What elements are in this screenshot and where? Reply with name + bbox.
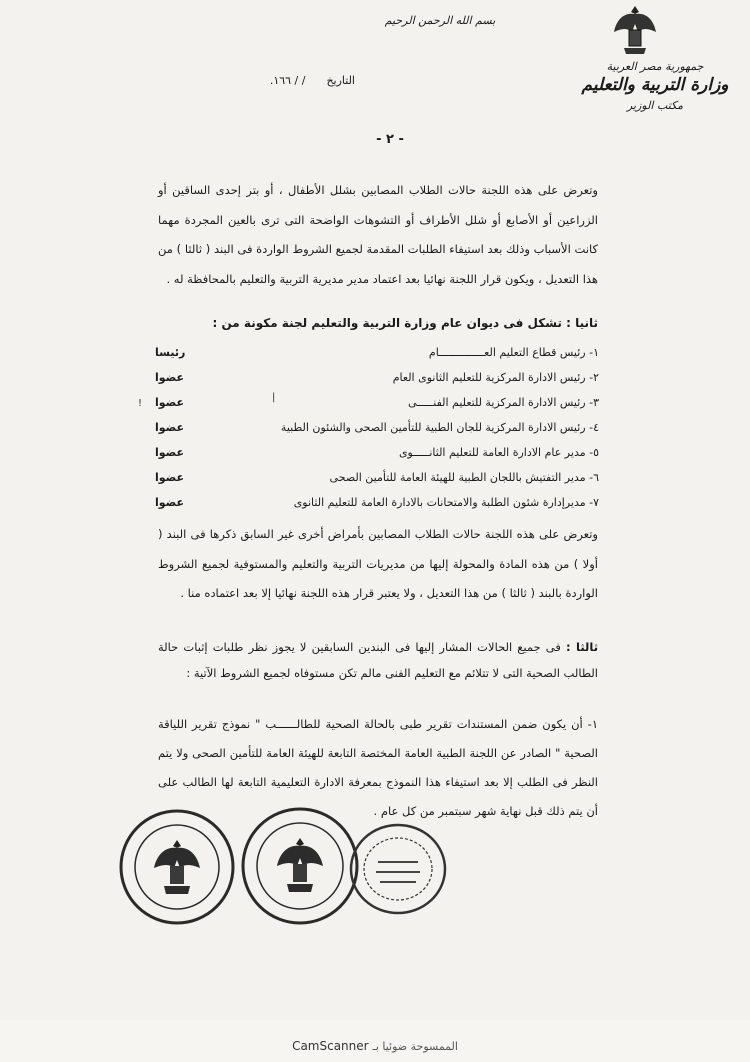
country-name: جمهورية مصر العربية [606,60,704,73]
scanned-with-label: الممسوحة ضوئيا بـ [372,1039,458,1053]
section3-heading: ثالثا : [565,640,599,654]
list-item [155,365,599,390]
committee-members-list [155,340,599,515]
margin-mark: | [272,392,276,403]
office-name: مكتب الوزير [626,99,684,112]
ministry-name: وزارة التربية والتعليم [581,75,729,95]
list-item [155,415,599,440]
official-seal-icon [240,806,360,926]
list-item [155,490,599,515]
member-title: ٣- رئيس الادارة المركزية للتعليم الفنـــــى [407,396,599,409]
section3-intro-text: فى جميع الحالات المشار إليها فى البندين السابقين لا يجوز نظر طلبات إثبات حالة الطالب الصحية التى لا تتلائم مع التعليم الفنى مالم تكن مستوفاه لجميع الشروط الآتية : [158,640,598,680]
member-role: عضوا [155,421,185,434]
basmala: بسم الله الرحمن الرحيم [384,14,496,27]
section2-heading: ثانيا : تشكل فى ديوان عام وزارة التربية والتعليم لجنة مكونة من : [212,316,598,330]
list-item [155,390,599,415]
member-role: عضوا [155,471,185,484]
member-title: ٦- مدير التفتيش باللجان الطبية للهيئة العامة للتأمين الصحى [329,471,599,484]
ministry-header [570,60,740,112]
section3-intro [158,634,598,686]
member-title: ٢- رئيس الادارة المركزية للتعليم الثانوى العام [392,371,599,384]
scanner-footer [0,1030,750,1062]
condition-1: ١- أن يكون ضمن المستندات تقرير طبى بالحالة الصحية للطالــــــب " نموذج تقرير اللياقة الصحية " الصادر عن اللجنة الطبية العامة المختصة التابعة للهيئة العامة للتأمين الصحى ولا يتم النظر فى الطلب إلا بعد استيفاء هذا النموذج بمعرفة الادارة التعليمية التابعة لها الطالب على أن يتم ذلك قبل نهاية شهر سبتمبر من كل عام . [158,717,598,818]
date-line [135,74,355,87]
scanner-brand: CamScanner [292,1039,369,1053]
eagle-crest-icon [612,2,658,60]
list-item [155,340,599,365]
date-label: التاريخ [326,74,355,87]
member-role: رئيسا [155,346,186,359]
member-role: عضوا [155,371,185,384]
member-title: ٤- رئيس الادارة المركزية للجان الطبية للتأمين الصحى والشئون الطبية [280,421,599,434]
member-title: ٥- مدير عام الادارة العامة للتعليم الثانـــــوى [398,446,599,459]
round-stamp-icon [348,822,448,916]
list-item [155,465,599,490]
date-value: / / ١٦٦. [269,74,306,87]
member-title: ١- رئيس قطاع التعليم العــــــــــــــام [428,346,599,359]
member-title: ٧- مديرإدارة شئون الطلبة والامتحانات بالادارة العامة للتعليم الثانوى [293,496,599,509]
page-number: - ٢ - [376,132,404,147]
margin-mark: ! [138,398,143,409]
member-role: عضوا [155,396,185,409]
member-role: عضوا [155,446,185,459]
list-item [155,440,599,465]
paragraph-1: وتعرض على هذه اللجنة حالات الطلاب المصابين بشلل الأطفال ، أو بتر إحدى الساقين أو الزراعين أو الأصابع أو شلل الأطراف أو التشوهات الواضحة التى ترى بالعين المجردة مهما كانت الأسباب وذلك بعد استيفاء الطلبات المقدمة لجميع الشروط الواردة فى البند ( ثالثا ) من هذا التعديل ، ويكون قرار اللجنة نهائيا بعد اعتماد مدير مديرية التربية والتعليم بالمحافظة له . [158,183,598,286]
member-role: عضوا [155,496,185,509]
official-seal-icon [118,808,236,926]
paragraph-2: وتعرض على هذه اللجنة حالات الطلاب المصابين بأمراض أخرى غير السابق ذكرها فى البند ( أولا ) من هذه المادة والمحولة إليها من مديريات التربية والتعليم والمستوفية لجميع الشروط الواردة بالبند ( ثالثا ) من هذا التعديل ، ولا يعتبر قرار هذه اللجنة نهائيا إلا بعد اعتماده منا . [158,527,598,600]
